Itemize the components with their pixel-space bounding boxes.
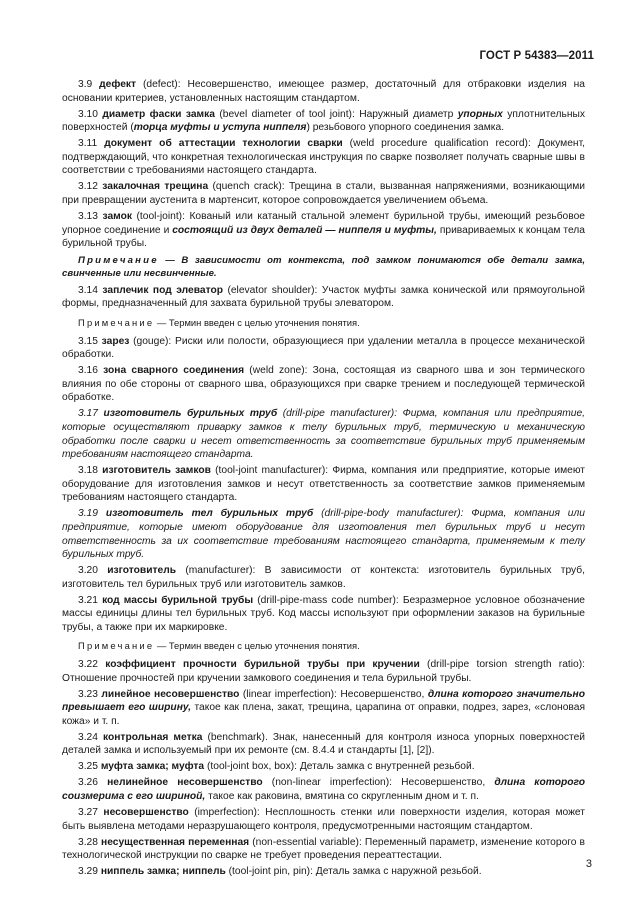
note-3-13: Примечание — В зависимости от контекста, под замком понимаются обе детали замка, свинченные или несвинченные. xyxy=(62,254,585,280)
definition-3-14: 3.14 заплечик под элеватор (elevator shoulder): Участок муфты замка конической или прямоугольной формы, предназначенный для захвата бурильной трубы элеватором. xyxy=(62,284,585,310)
definition-3-16: 3.16 зона сварного соединения (weld zone): Зона, состоящая из сварного шва и зон термического влияния по обе стороны от сварного шва, образующихся при сварке трением и последующей термической обработке. xyxy=(62,365,586,404)
page-number: 3 xyxy=(585,858,592,870)
definition-3-27: 3.27 несовершенство (imperfection): Несплошность стенки или поверхности изделия, которая может быть выявлена методами неразрушающего контроля, предусмотренными настоящим стандартом. xyxy=(62,806,585,832)
note-3-21: Примечание — Термин введен с целью уточнения понятия. xyxy=(78,640,360,652)
definition-3-9: 3.9 дефект (defect): Несовершенство, имеющее размер, достаточный для отбраковки изделия на основании критериев, установленных настоящим стандартом. xyxy=(62,79,585,104)
definition-3-20: 3.20 изготовитель (manufacturer): В зависимости от контекста: изготовитель бурильных труб, изготовитель тел бурильных труб или изготовитель замков. xyxy=(62,565,585,590)
definition-3-19: 3.19 изготовитель тел бурильных труб (drill-pipe-body manufacturer): Фирма, компания или предприятие, которые имеют оборудование для изготовления тел бурильных труб и несут ответственность за их соответствие требованиям настоящего стандарта, применяемым к телу бурильных труб. xyxy=(62,508,585,561)
definition-3-24: 3.24 контрольная метка (benchmark). Знак, нанесенный для контроля износа упорных поверхностей деталей замка и используемый при их ремонте (см. 8.4.4 и стандарты [1], [2]). xyxy=(62,731,585,757)
note-3-14: Примечание — Термин введен с целью уточнения понятия. xyxy=(78,317,360,329)
definition-3-26: 3.26 нелинейное несовершенство (non-linear imperfection): Несовершенство, длина которого соизмерима с его шириной, такое как раковина, вмятина со скругленным дном и т. п. xyxy=(62,777,585,802)
definition-3-23: 3.23 линейное несовершенство (linear imperfection): Несовершенство, длина которого значительно превышает его ширину, такое как плена, закат, трещина, царапина от оправки, подрез, зарез, «слоновая кожа» и т. п. xyxy=(62,688,585,727)
definition-3-15: 3.15 зарез (gouge): Риски или полости, образующиеся при удалении металла в процессе механической обработки. xyxy=(62,335,585,361)
definition-3-18: 3.18 изготовитель замков (tool-joint manufacturer): Фирма, компания или предприятие, которые имеют оборудование для изготовления замков и несут ответственность за соответствие замков применяемым требованиям настоящего стандарта. xyxy=(62,465,585,504)
document-code: ГОСТ Р 54383—2011 xyxy=(479,50,594,62)
definition-3-11: 3.11 документ об аттестации технологии сварки (weld procedure qualification record): Документ, подтверждающий, что конкретная технологическая инструкция по сварке позволяет получать сварные швы в соответствии с требованиями настоящего стандарта. xyxy=(62,138,585,177)
definition-3-25: 3.25 муфта замка; муфта (tool-joint box, box): Деталь замка с внутренней резьбой. xyxy=(78,761,475,773)
definition-3-12: 3.12 закалочная трещина (quench crack): Трещина в стали, вызванная напряжениями, возникающими при превращении аустенита в мартенсит, которое сопровождается увеличением объема. xyxy=(62,181,585,206)
definition-3-22: 3.22 коэффициент прочности бурильной трубы при кручении (drill-pipe torsion strength ratio): Отношение прочностей при кручении замкового соединения и тела бурильной трубы. xyxy=(62,659,585,684)
definition-3-10: 3.10 диаметр фаски замка (bevel diameter of tool joint): Наружный диаметр упорных уплотнительных поверхностей (торца муфты и уступа ниппеля) резьбового упорного соединения замка. xyxy=(62,108,585,134)
definition-3-28: 3.28 несущественная переменная (non-essential variable): Переменный параметр, изменение которого в технологической инструкции по сварке не требует проведения переаттестации. xyxy=(62,836,585,862)
definition-3-21: 3.21 код массы бурильной трубы (drill-pipe-mass code number): Безразмерное условное обозначение массы единицы длины тел бурильных труб. Код массы используют при оформлении заказов на бурильные трубы, а также при их маркировке. xyxy=(62,594,585,633)
document-body xyxy=(62,78,585,881)
definition-3-29: 3.29 ниппель замка; ниппель (tool-joint pin, pin): Деталь замка с наружной резьбой. xyxy=(78,866,482,878)
definition-3-17: 3.17 изготовитель бурильных труб (drill-pipe manufacturer): Фирма, компания или предприятие, которые осуществляют приварку замков к телу бурильных труб, термическую и механическую обработки после сварки и несет ответственность за соответствие бурильных труб применяемым требованиям настоящего стандарта. xyxy=(62,408,586,461)
definition-3-13: 3.13 замок (tool-joint): Кованый или катаный стальной элемент бурильной трубы, имеющий резьбовое упорное соединение и состоящий из двух деталей — ниппеля и муфты, привариваемых к концам тела бурильной трубы. xyxy=(62,210,585,250)
